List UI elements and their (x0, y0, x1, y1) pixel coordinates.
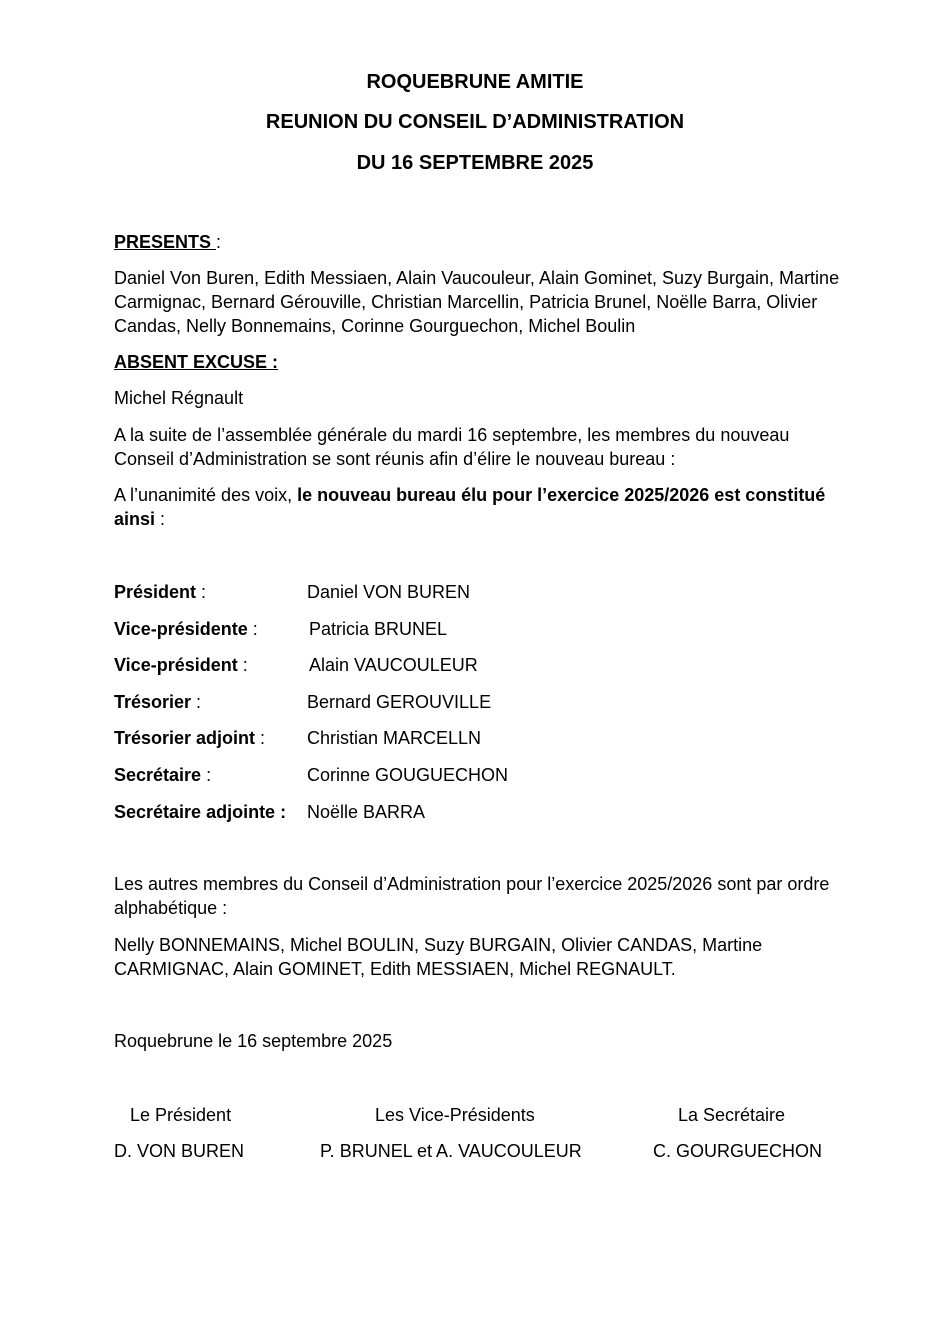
bureau-role-colon: : (191, 692, 202, 712)
absent-heading: ABSENT EXCUSE : (114, 352, 279, 372)
bureau-role-colon: : (237, 655, 248, 675)
intro-paragraph: A la suite de l’assemblée générale du mardi 16 septembre, les membres du nouveau Conseil d’Administration se sont réunis afin d’élire le nouveau bureau : (114, 425, 790, 469)
document-title-date: DU 16 SEPTEMBRE 2025 (356, 152, 594, 174)
bureau-row-vice-president (114, 653, 714, 677)
bureau-name: Patricia BRUNEL (309, 619, 448, 639)
vice-signature-names: P. BRUNEL et A. VAUCOULEUR (320, 1141, 582, 1161)
bureau-role: Trésorier adjoint (114, 728, 256, 748)
bureau-name: Daniel VON BUREN (307, 582, 471, 602)
bureau-row-secretaire (114, 763, 714, 787)
bureau-name: Noëlle BARRA (307, 802, 426, 822)
bureau-name: Christian MARCELLN (307, 728, 482, 748)
bureau-row-tresorier-adjoint (114, 726, 714, 750)
others-names: Nelly BONNEMAINS, Michel BOULIN, Suzy BURGAIN, Olivier CANDAS, Martine CARMIGNAC, Alain GOMINET, Edith MESSIAEN, Michel REGNAULT. (114, 935, 763, 979)
vote-paragraph (114, 483, 844, 531)
vote-prefix: A l’unanimité des voix, (114, 485, 298, 505)
presents-heading: PRESENTS (114, 232, 217, 252)
secretary-signature-title: La Secrétaire (678, 1105, 786, 1125)
bureau-role-colon: : (255, 728, 266, 748)
place-date: Roquebrune le 16 septembre 2025 (114, 1031, 393, 1051)
secretary-signature-name: C. GOURGUECHON (653, 1141, 823, 1161)
bureau-role-colon: : (201, 765, 212, 785)
others-intro: Les autres membres du Conseil d’Administration pour l’exercice 2025/2026 sont par ordre alphabétique : (114, 874, 830, 918)
bureau-role: Trésorier (114, 692, 192, 712)
bureau-name: Corinne GOUGUECHON (307, 765, 509, 785)
bureau-role-colon: : (196, 582, 207, 602)
bureau-role: Vice-présidente (114, 619, 248, 639)
bureau-row-tresorier (114, 690, 714, 714)
absent-names: Michel Régnault (114, 388, 244, 408)
bureau-role-colon: : (247, 619, 258, 639)
vote-suffix: : (155, 509, 166, 529)
vote-bold: le nouveau bureau élu pour l’exercice 2025/2026 est constitué ainsi (114, 485, 826, 529)
presents-heading-line (114, 230, 844, 254)
bureau-row-secretaire-adjointe (114, 800, 714, 824)
bureau-name: Alain VAUCOULEUR (309, 655, 478, 675)
bureau-role: Président (114, 582, 197, 602)
vice-signature-title: Les Vice-Présidents (375, 1105, 535, 1125)
presents-colon: : (216, 232, 222, 252)
president-signature-title: Le Président (130, 1105, 232, 1125)
bureau-role: Secrétaire (114, 765, 202, 785)
absent-heading-line (114, 350, 844, 374)
president-signature-name: D. VON BUREN (114, 1141, 245, 1161)
bureau-role: Secrétaire adjointe : (114, 802, 287, 822)
presents-names: Daniel Von Buren, Edith Messiaen, Alain Vaucouleur, Alain Gominet, Suzy Burgain, Martine Carmignac, Bernard Gérouville, Christian Marcellin, Patricia Brunel, Noëlle Barra, Olivier Candas, Nelly Bonnemains, Corinne Gourguechon, Michel Boulin (114, 268, 840, 336)
document-title-association: ROQUEBRUNE AMITIE (366, 71, 584, 93)
bureau-role: Vice-président (114, 655, 238, 675)
bureau-row-vice-presidente (114, 617, 714, 641)
document-title-meeting: REUNION DU CONSEIL D’ADMINISTRATION (265, 111, 685, 133)
bureau-name: Bernard GEROUVILLE (307, 692, 492, 712)
bureau-row-president (114, 580, 714, 604)
